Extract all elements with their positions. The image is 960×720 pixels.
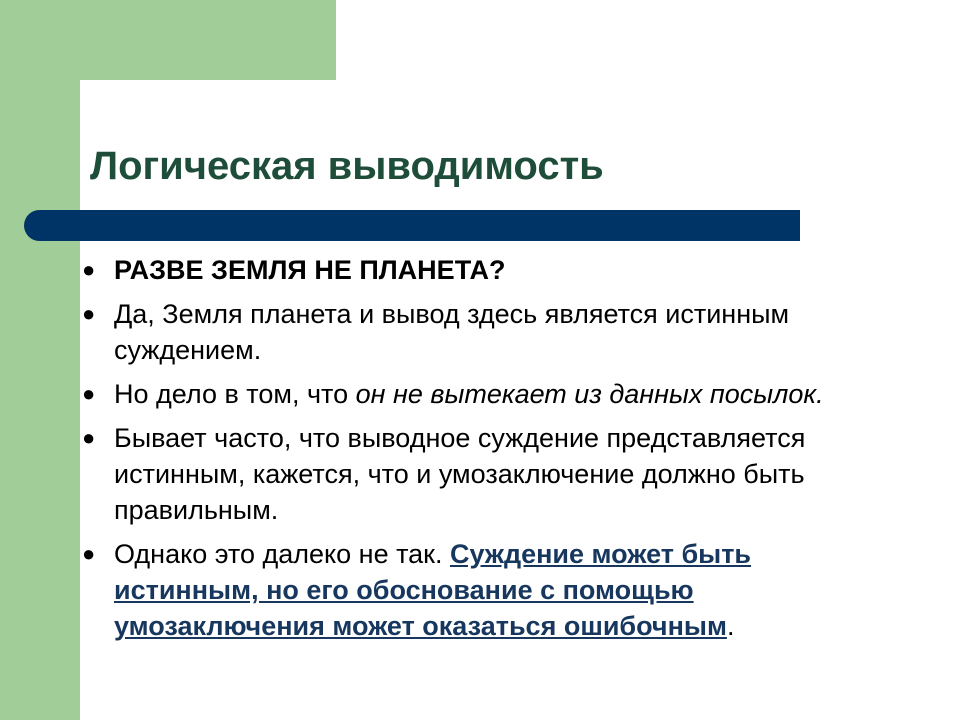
bullet-text: Но дело в том, что	[114, 379, 356, 409]
bullet-dot-icon: ●	[82, 381, 96, 406]
bullet-item	[78, 536, 898, 644]
bullet-item	[78, 376, 898, 412]
bullet-emphasis-text: Суждение может быть истинным, но его обоснование с помощью умозаключения может оказаться ошибочным	[114, 539, 752, 641]
top-green-band	[0, 0, 336, 80]
bullet-list	[78, 252, 898, 652]
bullet-dot-icon: ●	[82, 541, 96, 566]
bullet-text: Бывает часто, что выводное суждение представляется истинным, кажется, что и умозаключение должно быть правильным.	[114, 423, 806, 525]
bullet-item	[78, 252, 898, 288]
title-underline-bar	[24, 210, 800, 241]
bullet-dot-icon: ●	[82, 301, 96, 326]
content-corner	[80, 80, 140, 140]
bullet-item	[78, 296, 898, 368]
bullet-italic-text: он не вытекает из данных посылок.	[355, 379, 824, 409]
bullet-text: РАЗВЕ ЗЕМЛЯ НЕ ПЛАНЕТА?	[114, 255, 506, 285]
bullet-dot-icon: ●	[82, 425, 96, 450]
slide-title: Логическая выводимость	[90, 144, 604, 188]
bullet-text: Да, Земля планета и вывод здесь является истинным суждением.	[114, 299, 790, 365]
bullet-item	[78, 420, 898, 528]
bullet-end-text: .	[726, 611, 735, 641]
bullet-text: Однако это далеко не так.	[114, 539, 450, 569]
left-green-band	[0, 0, 80, 720]
bullet-dot-icon: ●	[82, 257, 96, 282]
